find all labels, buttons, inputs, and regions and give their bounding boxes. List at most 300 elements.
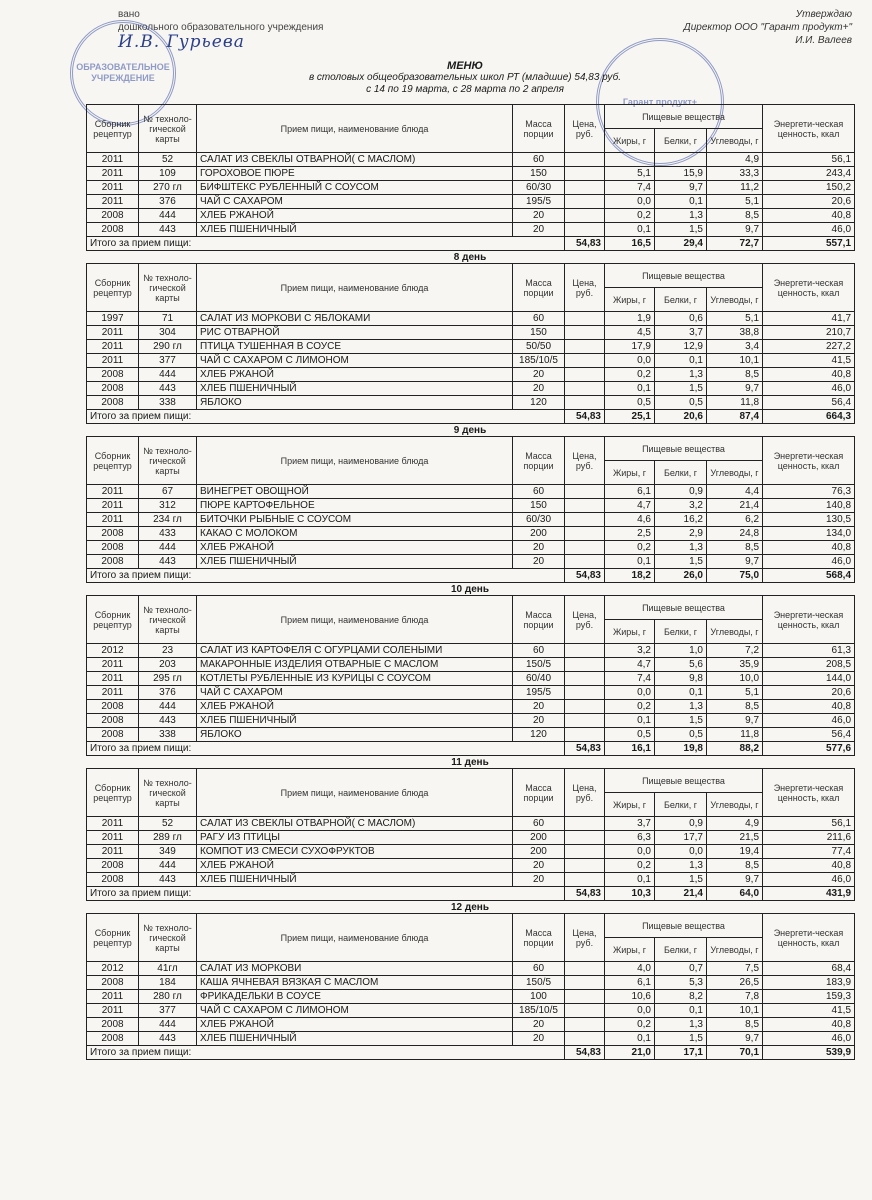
portion-cell: 20 [513, 1032, 565, 1046]
day-label: 8 день [453, 252, 487, 263]
price-cell [565, 728, 605, 742]
card-number-cell: 23 [139, 644, 197, 658]
fat-cell: 0,2 [605, 541, 655, 555]
protein-cell: 1,3 [655, 368, 707, 382]
table-row [87, 962, 855, 976]
fat-cell [605, 153, 655, 167]
price-cell [565, 831, 605, 845]
table-row [87, 209, 855, 223]
price-cell [565, 153, 605, 167]
table-row [87, 728, 855, 742]
energy-cell: 56,4 [763, 396, 855, 410]
total-fat-cell: 16,5 [605, 237, 655, 251]
recipe-year-cell: 2011 [87, 658, 139, 672]
energy-cell: 41,5 [763, 354, 855, 368]
portion-cell: 20 [513, 223, 565, 237]
price-cell [565, 873, 605, 887]
dish-name-cell: ЧАЙ С САХАРОМ С ЛИМОНОМ [197, 1004, 513, 1018]
recipe-year-cell: 2011 [87, 153, 139, 167]
table-row [87, 1018, 855, 1032]
price-cell [565, 658, 605, 672]
fat-cell: 1,9 [605, 312, 655, 326]
recipe-year-cell: 2008 [87, 555, 139, 569]
carb-cell: 8,5 [707, 209, 763, 223]
total-fat-cell: 25,1 [605, 410, 655, 424]
dish-name-cell: ХЛЕБ РЖАНОЙ [197, 1018, 513, 1032]
recipe-year-cell: 2011 [87, 485, 139, 499]
price-cell [565, 990, 605, 1004]
energy-cell: 150,2 [763, 181, 855, 195]
table-row [87, 527, 855, 541]
document-heading [300, 60, 630, 96]
day-label: 9 день [453, 425, 487, 436]
col-protein-header: Белки, г [655, 793, 707, 817]
protein-cell: 0,5 [655, 728, 707, 742]
recipe-year-cell: 2008 [87, 728, 139, 742]
col-card-header: № техноло-гической карты [139, 769, 197, 817]
table-row [87, 1004, 855, 1018]
dish-name-cell: КАКАО С МОЛОКОМ [197, 527, 513, 541]
col-protein-header: Белки, г [655, 461, 707, 485]
col-energy-header: Энергети-ческая ценность, ккал [763, 105, 855, 153]
portion-cell: 60 [513, 962, 565, 976]
card-number-cell: 443 [139, 223, 197, 237]
protein-cell: 3,2 [655, 499, 707, 513]
portion-cell: 60 [513, 153, 565, 167]
dish-name-cell: БИФШТЕКС РУБЛЕННЫЙ С СОУСОМ [197, 181, 513, 195]
protein-cell: 0,1 [655, 1004, 707, 1018]
table-row [87, 354, 855, 368]
fat-cell: 0,1 [605, 555, 655, 569]
recipe-year-cell: 2011 [87, 326, 139, 340]
table-row [87, 541, 855, 555]
carb-cell: 7,2 [707, 644, 763, 658]
price-cell [565, 672, 605, 686]
fat-cell: 0,2 [605, 209, 655, 223]
table-row [87, 1032, 855, 1046]
carb-cell: 21,5 [707, 831, 763, 845]
total-row [87, 1046, 855, 1060]
dish-name-cell: САЛАТ ИЗ КАРТОФЕЛЯ С ОГУРЦАМИ СОЛЕНЫМИ [197, 644, 513, 658]
card-number-cell: 349 [139, 845, 197, 859]
fat-cell: 4,6 [605, 513, 655, 527]
protein-cell [655, 153, 707, 167]
card-number-cell: 443 [139, 714, 197, 728]
price-cell [565, 167, 605, 181]
col-mass-header: Масса порции [513, 437, 565, 485]
portion-cell: 60 [513, 312, 565, 326]
col-price-header: Цена, руб. [565, 769, 605, 817]
table-row [87, 499, 855, 513]
total-energy-cell: 664,3 [763, 410, 855, 424]
table-row [87, 845, 855, 859]
price-cell [565, 368, 605, 382]
protein-cell: 0,5 [655, 396, 707, 410]
fat-cell: 0,0 [605, 354, 655, 368]
price-cell [565, 527, 605, 541]
card-number-cell: 270 гл [139, 181, 197, 195]
fat-cell: 4,0 [605, 962, 655, 976]
menu-table [86, 263, 855, 424]
dish-name-cell: ХЛЕБ РЖАНОЙ [197, 368, 513, 382]
recipe-year-cell: 2008 [87, 223, 139, 237]
price-cell [565, 845, 605, 859]
card-number-cell: 304 [139, 326, 197, 340]
protein-cell: 1,3 [655, 859, 707, 873]
total-protein-cell: 26,0 [655, 569, 707, 583]
recipe-year-cell: 2008 [87, 714, 139, 728]
price-cell [565, 700, 605, 714]
card-number-cell: 41гл [139, 962, 197, 976]
approval-right-line3: И.И. Валеев [795, 35, 852, 46]
recipe-year-cell: 2011 [87, 686, 139, 700]
menu-days [86, 104, 854, 1060]
recipe-year-cell: 2008 [87, 1018, 139, 1032]
total-price-cell: 54,83 [565, 1046, 605, 1060]
col-mass-header: Масса порции [513, 264, 565, 312]
fat-cell: 4,7 [605, 499, 655, 513]
fat-cell: 17,9 [605, 340, 655, 354]
dish-name-cell: САЛАТ ИЗ МОРКОВИ С ЯБЛОКАМИ [197, 312, 513, 326]
portion-cell: 20 [513, 209, 565, 223]
energy-cell: 77,4 [763, 845, 855, 859]
carb-cell: 4,9 [707, 817, 763, 831]
dish-name-cell: САЛАТ ИЗ МОРКОВИ [197, 962, 513, 976]
carb-cell: 4,4 [707, 485, 763, 499]
fat-cell: 4,7 [605, 658, 655, 672]
table-header-row [87, 264, 855, 288]
protein-cell: 17,7 [655, 831, 707, 845]
portion-cell: 20 [513, 1018, 565, 1032]
price-cell [565, 181, 605, 195]
fat-cell: 0,1 [605, 873, 655, 887]
fat-cell: 0,2 [605, 700, 655, 714]
recipe-year-cell: 2011 [87, 990, 139, 1004]
dish-name-cell: РИС ОТВАРНОЙ [197, 326, 513, 340]
col-price-header: Цена, руб. [565, 437, 605, 485]
table-header-row [87, 914, 855, 938]
page-period: с 14 по 19 марта, с 28 марта по 2 апреля [366, 84, 564, 95]
col-protein-header: Белки, г [655, 938, 707, 962]
col-dish-header: Прием пищи, наименование блюда [197, 914, 513, 962]
recipe-year-cell: 2008 [87, 873, 139, 887]
day-block [86, 584, 854, 756]
col-card-header: № техноло-гической карты [139, 105, 197, 153]
protein-cell: 1,3 [655, 541, 707, 555]
energy-cell: 40,8 [763, 209, 855, 223]
dish-name-cell: ХЛЕБ ПШЕНИЧНЫЙ [197, 1032, 513, 1046]
energy-cell: 159,3 [763, 990, 855, 1004]
recipe-year-cell: 2008 [87, 859, 139, 873]
recipe-year-cell: 2008 [87, 700, 139, 714]
energy-cell: 40,8 [763, 541, 855, 555]
portion-cell: 150 [513, 326, 565, 340]
dish-name-cell: ЯБЛОКО [197, 728, 513, 742]
signature: И.В. Гурьева [118, 32, 245, 52]
portion-cell: 150/5 [513, 976, 565, 990]
energy-cell: 76,3 [763, 485, 855, 499]
energy-cell: 41,7 [763, 312, 855, 326]
energy-cell: 40,8 [763, 700, 855, 714]
energy-cell: 20,6 [763, 686, 855, 700]
carb-cell: 8,5 [707, 368, 763, 382]
carb-cell: 19,4 [707, 845, 763, 859]
price-cell [565, 1032, 605, 1046]
energy-cell: 211,6 [763, 831, 855, 845]
carb-cell: 9,7 [707, 223, 763, 237]
dish-name-cell: ЧАЙ С САХАРОМ С ЛИМОНОМ [197, 354, 513, 368]
recipe-year-cell: 1997 [87, 312, 139, 326]
dish-name-cell: ЧАЙ С САХАРОМ [197, 195, 513, 209]
table-row [87, 672, 855, 686]
total-label: Итого за прием пищи: [87, 569, 565, 583]
carb-cell: 9,7 [707, 1032, 763, 1046]
energy-cell: 56,4 [763, 728, 855, 742]
dish-name-cell: ХЛЕБ ПШЕНИЧНЫЙ [197, 555, 513, 569]
dish-name-cell: МАКАРОННЫЕ ИЗДЕЛИЯ ОТВАРНЫЕ С МАСЛОМ [197, 658, 513, 672]
protein-cell: 0,6 [655, 312, 707, 326]
carb-cell: 4,9 [707, 153, 763, 167]
table-row [87, 817, 855, 831]
col-card-header: № техноло-гической карты [139, 264, 197, 312]
energy-cell: 130,5 [763, 513, 855, 527]
recipe-year-cell: 2012 [87, 644, 139, 658]
portion-cell: 20 [513, 873, 565, 887]
carb-cell: 8,5 [707, 541, 763, 555]
dish-name-cell: ХЛЕБ ПШЕНИЧНЫЙ [197, 873, 513, 887]
total-price-cell: 54,83 [565, 742, 605, 756]
protein-cell: 1,5 [655, 555, 707, 569]
approval-left-line1: вано [118, 9, 140, 20]
total-row [87, 237, 855, 251]
dish-name-cell: ХЛЕБ РЖАНОЙ [197, 859, 513, 873]
recipe-year-cell: 2008 [87, 976, 139, 990]
energy-cell: 20,6 [763, 195, 855, 209]
col-recipe-header: Сборник рецептур [87, 914, 139, 962]
carb-cell: 10,1 [707, 354, 763, 368]
col-fat-header: Жиры, г [605, 793, 655, 817]
table-row [87, 312, 855, 326]
table-header-row [87, 596, 855, 620]
protein-cell: 8,2 [655, 990, 707, 1004]
carb-cell: 11,2 [707, 181, 763, 195]
dish-name-cell: ПЮРЕ КАРТОФЕЛЬНОЕ [197, 499, 513, 513]
carb-cell: 9,7 [707, 873, 763, 887]
table-row [87, 340, 855, 354]
energy-cell: 134,0 [763, 527, 855, 541]
col-recipe-header: Сборник рецептур [87, 769, 139, 817]
stamp-right-text: Гарант продукт+ [622, 96, 698, 107]
col-card-header: № техноло-гической карты [139, 914, 197, 962]
total-label: Итого за прием пищи: [87, 742, 565, 756]
col-dish-header: Прием пищи, наименование блюда [197, 264, 513, 312]
fat-cell: 3,2 [605, 644, 655, 658]
recipe-year-cell: 2008 [87, 527, 139, 541]
price-cell [565, 1018, 605, 1032]
table-row [87, 555, 855, 569]
recipe-year-cell: 2011 [87, 845, 139, 859]
table-row [87, 714, 855, 728]
col-energy-header: Энергети-ческая ценность, ккал [763, 769, 855, 817]
menu-table [86, 595, 855, 756]
energy-cell: 40,8 [763, 1018, 855, 1032]
dish-name-cell: ХЛЕБ ПШЕНИЧНЫЙ [197, 382, 513, 396]
recipe-year-cell: 2011 [87, 672, 139, 686]
protein-cell: 1,3 [655, 209, 707, 223]
protein-cell: 16,2 [655, 513, 707, 527]
table-row [87, 223, 855, 237]
dish-name-cell: САЛАТ ИЗ СВЕКЛЫ ОТВАРНОЙ( С МАСЛОМ) [197, 817, 513, 831]
protein-cell: 1,5 [655, 223, 707, 237]
energy-cell: 46,0 [763, 223, 855, 237]
table-row [87, 976, 855, 990]
protein-cell: 2,9 [655, 527, 707, 541]
price-cell [565, 354, 605, 368]
portion-cell: 185/10/5 [513, 354, 565, 368]
table-row [87, 396, 855, 410]
energy-cell: 208,5 [763, 658, 855, 672]
portion-cell: 20 [513, 555, 565, 569]
card-number-cell: 443 [139, 1032, 197, 1046]
fat-cell: 0,1 [605, 714, 655, 728]
table-row [87, 153, 855, 167]
fat-cell: 0,2 [605, 859, 655, 873]
col-nutrients-header: Пищевые вещества [605, 264, 763, 288]
col-energy-header: Энергети-ческая ценность, ккал [763, 596, 855, 644]
card-number-cell: 444 [139, 859, 197, 873]
dish-name-cell: КОТЛЕТЫ РУБЛЕННЫЕ ИЗ КУРИЦЫ С СОУСОМ [197, 672, 513, 686]
price-cell [565, 962, 605, 976]
total-row [87, 742, 855, 756]
carb-cell: 5,1 [707, 312, 763, 326]
fat-cell: 0,1 [605, 223, 655, 237]
card-number-cell: 289 гл [139, 831, 197, 845]
energy-cell: 227,2 [763, 340, 855, 354]
col-energy-header: Энергети-ческая ценность, ккал [763, 437, 855, 485]
fat-cell: 6,3 [605, 831, 655, 845]
col-carb-header: Углеводы, г [707, 461, 763, 485]
total-carb-cell: 88,2 [707, 742, 763, 756]
energy-cell: 210,7 [763, 326, 855, 340]
col-mass-header: Масса порции [513, 914, 565, 962]
card-number-cell: 443 [139, 873, 197, 887]
dish-name-cell: КАША ЯЧНЕВАЯ ВЯЗКАЯ С МАСЛОМ [197, 976, 513, 990]
col-nutrients-header: Пищевые вещества [605, 105, 763, 129]
card-number-cell: 376 [139, 686, 197, 700]
col-fat-header: Жиры, г [605, 620, 655, 644]
col-recipe-header: Сборник рецептур [87, 264, 139, 312]
recipe-year-cell: 2012 [87, 962, 139, 976]
recipe-year-cell: 2011 [87, 1004, 139, 1018]
carb-cell: 21,4 [707, 499, 763, 513]
fat-cell: 6,1 [605, 485, 655, 499]
carb-cell: 10,1 [707, 1004, 763, 1018]
portion-cell: 20 [513, 382, 565, 396]
col-dish-header: Прием пищи, наименование блюда [197, 437, 513, 485]
carb-cell: 8,5 [707, 700, 763, 714]
total-carb-cell: 64,0 [707, 887, 763, 901]
dish-name-cell: ХЛЕБ ПШЕНИЧНЫЙ [197, 223, 513, 237]
carb-cell: 8,5 [707, 859, 763, 873]
total-price-cell: 54,83 [565, 237, 605, 251]
price-cell [565, 209, 605, 223]
total-price-cell: 54,83 [565, 887, 605, 901]
table-header-row [87, 437, 855, 461]
table-row [87, 859, 855, 873]
dish-name-cell: БИТОЧКИ РЫБНЫЕ С СОУСОМ [197, 513, 513, 527]
fat-cell: 0,0 [605, 195, 655, 209]
portion-cell: 185/10/5 [513, 1004, 565, 1018]
protein-cell: 1,3 [655, 1018, 707, 1032]
protein-cell: 1,5 [655, 873, 707, 887]
col-fat-header: Жиры, г [605, 129, 655, 153]
card-number-cell: 443 [139, 382, 197, 396]
price-cell [565, 976, 605, 990]
energy-cell: 46,0 [763, 1032, 855, 1046]
stamp-left-text: ОБРАЗОВАТЕЛЬНОЕ УЧРЕЖДЕНИЕ [76, 62, 170, 83]
fat-cell: 0,5 [605, 396, 655, 410]
recipe-year-cell: 2011 [87, 831, 139, 845]
portion-cell: 150/5 [513, 658, 565, 672]
price-cell [565, 382, 605, 396]
energy-cell: 46,0 [763, 714, 855, 728]
price-cell [565, 859, 605, 873]
protein-cell: 12,9 [655, 340, 707, 354]
protein-cell: 0,1 [655, 195, 707, 209]
col-protein-header: Белки, г [655, 620, 707, 644]
col-nutrients-header: Пищевые вещества [605, 914, 763, 938]
dish-name-cell: ФРИКАДЕЛЬКИ В СОУСЕ [197, 990, 513, 1004]
price-cell [565, 1004, 605, 1018]
portion-cell: 150 [513, 499, 565, 513]
card-number-cell: 234 гл [139, 513, 197, 527]
carb-cell: 24,8 [707, 527, 763, 541]
carb-cell: 7,5 [707, 962, 763, 976]
portion-cell: 195/5 [513, 195, 565, 209]
carb-cell: 5,1 [707, 686, 763, 700]
card-number-cell: 377 [139, 354, 197, 368]
dish-name-cell: ВИНЕГРЕТ ОВОЩНОЙ [197, 485, 513, 499]
carb-cell: 6,2 [707, 513, 763, 527]
fat-cell: 6,1 [605, 976, 655, 990]
total-fat-cell: 10,3 [605, 887, 655, 901]
protein-cell: 1,3 [655, 700, 707, 714]
price-cell [565, 686, 605, 700]
protein-cell: 0,9 [655, 817, 707, 831]
price-cell [565, 714, 605, 728]
portion-cell: 20 [513, 541, 565, 555]
fat-cell: 4,5 [605, 326, 655, 340]
col-carb-header: Углеводы, г [707, 288, 763, 312]
price-cell [565, 340, 605, 354]
day-block [86, 425, 854, 583]
protein-cell: 9,8 [655, 672, 707, 686]
menu-table [86, 104, 855, 251]
protein-cell: 0,7 [655, 962, 707, 976]
dish-name-cell: ГОРОХОВОЕ ПЮРЕ [197, 167, 513, 181]
total-energy-cell: 431,9 [763, 887, 855, 901]
dish-name-cell: ХЛЕБ ПШЕНИЧНЫЙ [197, 714, 513, 728]
day-block [86, 757, 854, 901]
table-row [87, 644, 855, 658]
energy-cell: 40,8 [763, 859, 855, 873]
recipe-year-cell: 2008 [87, 1032, 139, 1046]
protein-cell: 0,1 [655, 354, 707, 368]
portion-cell: 20 [513, 700, 565, 714]
col-carb-header: Углеводы, г [707, 938, 763, 962]
menu-table [86, 768, 855, 901]
col-energy-header: Энергети-ческая ценность, ккал [763, 914, 855, 962]
